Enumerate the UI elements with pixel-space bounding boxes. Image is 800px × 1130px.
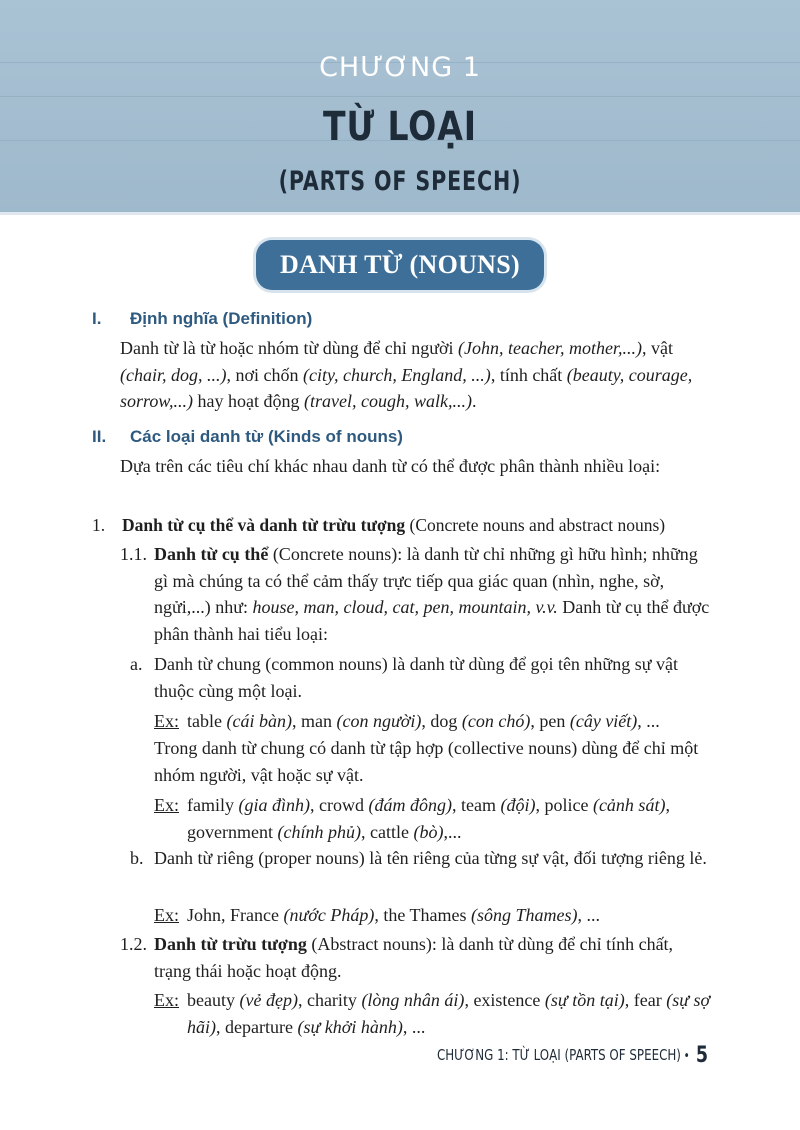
proper-nouns-text: Danh từ riêng (proper nouns) là tên riêng của từng sự vật, đối tượng riêng lẻ. xyxy=(154,848,707,868)
abstract-nouns-item xyxy=(120,931,714,984)
text-run: , tính chất xyxy=(490,364,567,385)
text-run: . xyxy=(471,391,477,411)
text-run: , team xyxy=(451,795,501,815)
text-run: John, France xyxy=(187,905,284,925)
italic-gloss: (cây viết) xyxy=(569,711,638,731)
example-label: Ex: xyxy=(154,795,179,815)
text-run: , pen xyxy=(530,711,570,731)
concrete-nouns-text xyxy=(154,544,709,644)
proper-nouns-item xyxy=(130,845,714,872)
chapter-header-band xyxy=(0,0,800,215)
example-proper-nouns xyxy=(154,902,714,929)
example-text xyxy=(154,987,714,1040)
text-run: , ... xyxy=(637,711,660,731)
decorative-rule xyxy=(0,96,800,97)
italic-gloss: (nước Pháp) xyxy=(283,905,375,925)
text-run: , fear xyxy=(624,990,667,1010)
concrete-nouns-item xyxy=(120,541,714,647)
example-common-nouns xyxy=(154,708,714,735)
italic-gloss: (sự khởi hành) xyxy=(297,1016,403,1037)
heading-concrete-abstract xyxy=(92,515,665,536)
item-number: 1.2. xyxy=(120,934,147,954)
italic-gloss: (chair, dog, ...) xyxy=(120,364,227,385)
text-run: , government xyxy=(187,795,670,842)
italic-gloss: (sự sợ hãi) xyxy=(187,990,711,1037)
italic-gloss: (gia đình) xyxy=(238,795,310,815)
page-footer xyxy=(437,1043,708,1068)
text-run: , crowd xyxy=(310,795,369,815)
chapter-subtitle: (PARTS OF SPEECH) xyxy=(278,166,522,197)
item-number: 1.1. xyxy=(120,544,147,564)
band-bottom-edge xyxy=(0,212,800,215)
text-run: , charity xyxy=(297,990,362,1010)
italic-gloss: (sự tồn tại) xyxy=(544,990,625,1010)
italic-gloss: (con người) xyxy=(336,711,422,731)
text-run: , the Thames xyxy=(374,905,472,925)
item-letter: a. xyxy=(130,654,143,674)
italic-gloss: (sông Thames) xyxy=(471,905,578,925)
footer-chapter: CHƯƠNG 1: TỪ LOẠI (PARTS OF SPEECH) xyxy=(437,1046,681,1064)
heading-text: Định nghĩa (Definition) xyxy=(130,309,313,328)
example-text xyxy=(154,708,714,735)
common-nouns-text: Danh từ chung (common nouns) là danh từ dùng để gọi tên những sự vật thuộc cùng một loại. xyxy=(154,654,678,701)
text-run: , vật xyxy=(641,338,673,358)
italic-gloss: (con chó) xyxy=(461,711,531,731)
footer-bullet: • xyxy=(683,1049,690,1064)
heading-bold-text: Danh từ cụ thể và danh từ trừu tượng xyxy=(122,515,406,535)
italic-gloss: (bò) xyxy=(413,821,444,842)
text-run: , police xyxy=(535,795,593,815)
text-run: beauty xyxy=(187,990,240,1010)
text-run: , ... xyxy=(402,1016,426,1037)
chapter-label: CHƯƠNG 1 xyxy=(319,52,481,83)
example-abstract-nouns xyxy=(154,987,714,1040)
text-run: table xyxy=(187,711,227,731)
text-run: (Concrete nouns): là danh từ chỉ những gì hữu hình; những gì mà chúng ta có thể cảm thấy trực tiếp qua giác quan (nhìn, nghe, sờ, ngửi,...) như: xyxy=(154,544,698,617)
chapter-title: TỪ LOẠI xyxy=(322,104,478,150)
italic-gloss: house, man, cloud, cat, pen, mountain, v.v. xyxy=(252,597,558,617)
italic-gloss: (beauty, courage, sorrow,...) xyxy=(120,364,693,411)
bold-term: Danh từ cụ thể xyxy=(154,544,269,564)
example-label: Ex: xyxy=(154,990,179,1010)
heading-number: 1. xyxy=(92,515,106,535)
italic-gloss: (đám đông) xyxy=(368,795,452,815)
section-title-pill: DANH TỪ (NOUNS) xyxy=(256,240,544,290)
bold-term: Danh từ trừu tượng xyxy=(154,934,307,954)
text-run: Danh từ là từ hoặc nhóm từ dùng để chỉ người xyxy=(120,338,458,358)
text-run: , existence xyxy=(464,990,545,1010)
italic-gloss: (John, teacher, mother,...) xyxy=(457,338,642,358)
collective-nouns-text: Trong danh từ chung có danh từ tập hợp (collective nouns) dùng để chỉ một nhóm người, vật hoặc sự vật. xyxy=(154,738,699,785)
text-run: hay hoạt động xyxy=(193,391,304,411)
item-letter: b. xyxy=(130,848,144,868)
text-run: , man xyxy=(291,711,337,731)
italic-gloss: (city, church, England, ...) xyxy=(303,364,491,385)
example-label: Ex: xyxy=(154,905,179,925)
italic-gloss: (travel, cough, walk,...) xyxy=(304,391,472,411)
italic-gloss: (đội) xyxy=(500,795,536,815)
heading-number: I. xyxy=(92,309,102,328)
italic-gloss: (cảnh sát) xyxy=(592,795,666,815)
text-run: (Abstract nouns): là danh từ dùng để chỉ tính chất, trạng thái hoặc hoạt động. xyxy=(154,934,674,981)
text-run: , nơi chốn xyxy=(226,364,304,385)
heading-english-text: (Concrete nouns and abstract nouns) xyxy=(405,515,666,535)
example-collective-nouns xyxy=(154,792,714,845)
example-text xyxy=(154,792,714,845)
heading-number: II. xyxy=(92,427,107,446)
example-text xyxy=(154,902,714,929)
text-run: family xyxy=(187,795,239,815)
text-run: ,... xyxy=(443,821,462,842)
text-run: , cattle xyxy=(360,821,414,842)
definition-paragraph xyxy=(120,335,710,415)
heading-kinds-of-nouns xyxy=(92,427,403,447)
text-run: Danh từ cụ thể được phân thành hai tiểu loại: xyxy=(154,597,710,644)
text-run: , dog xyxy=(421,711,462,731)
common-nouns-item xyxy=(130,651,714,704)
italic-gloss: (lòng nhân ái) xyxy=(361,990,465,1010)
abstract-nouns-text xyxy=(154,934,673,981)
heading-definition xyxy=(92,309,312,329)
page-number: 5 xyxy=(695,1043,708,1068)
italic-gloss: (vẻ đẹp) xyxy=(239,990,298,1010)
text-run: , ... xyxy=(577,905,601,925)
heading-text: Các loại danh từ (Kinds of nouns) xyxy=(130,427,403,446)
italic-gloss: (chính phủ) xyxy=(277,821,361,842)
kinds-intro-paragraph: Dựa trên các tiêu chí khác nhau danh từ có thể được phân thành nhiều loại: xyxy=(120,456,661,476)
italic-gloss: (cái bàn) xyxy=(226,711,292,731)
example-label: Ex: xyxy=(154,711,179,731)
text-run: , departure xyxy=(216,1016,298,1037)
